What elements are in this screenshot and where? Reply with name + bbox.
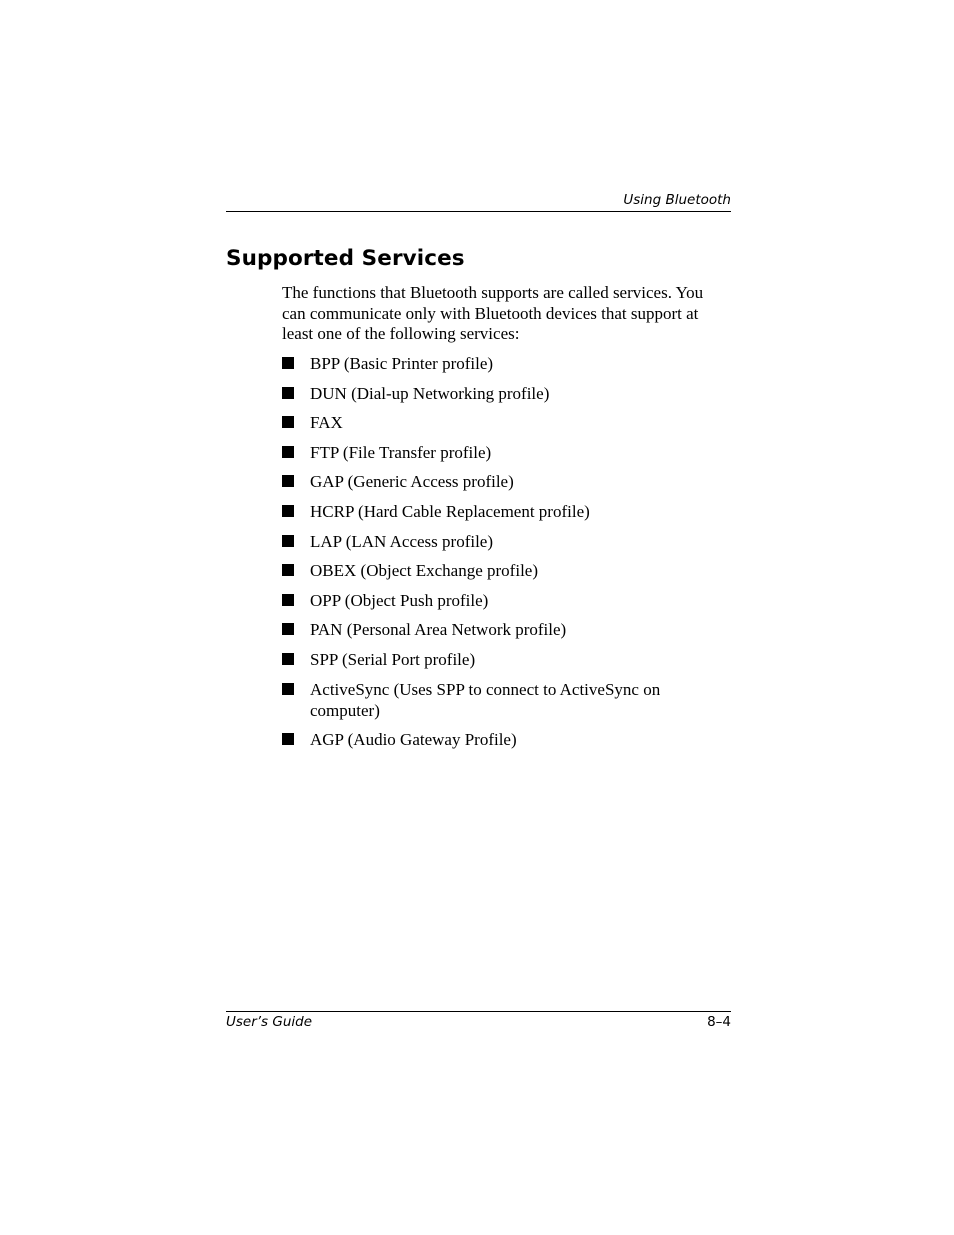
footer-guide-title: User’s Guide bbox=[226, 1014, 313, 1030]
list-item bbox=[282, 383, 722, 404]
service-label: FTP (File Transfer profile) bbox=[310, 442, 492, 462]
list-item bbox=[282, 590, 722, 611]
square-bullet-icon bbox=[282, 594, 294, 606]
service-label: DUN (Dial-up Networking profile) bbox=[310, 383, 550, 403]
square-bullet-icon bbox=[282, 653, 294, 665]
service-label: OPP (Object Push profile) bbox=[310, 590, 489, 610]
service-label: FAX bbox=[310, 413, 343, 433]
list-item bbox=[282, 560, 722, 581]
square-bullet-icon bbox=[282, 535, 294, 547]
running-header: Using Bluetooth bbox=[623, 192, 731, 208]
square-bullet-icon bbox=[282, 623, 294, 635]
header-rule bbox=[226, 211, 731, 212]
list-item bbox=[282, 353, 722, 374]
service-label: AGP (Audio Gateway Profile) bbox=[310, 730, 517, 750]
services-list bbox=[282, 353, 722, 759]
list-item bbox=[282, 412, 722, 433]
list-item bbox=[282, 619, 722, 640]
list-item bbox=[282, 531, 722, 552]
service-label: GAP (Generic Access profile) bbox=[310, 472, 514, 492]
square-bullet-icon bbox=[282, 475, 294, 487]
service-label: OBEX (Object Exchange profile) bbox=[310, 561, 538, 581]
list-item bbox=[282, 679, 690, 721]
list-item bbox=[282, 471, 722, 492]
service-label: ActiveSync (Uses SPP to connect to ActiveSync on computer) bbox=[310, 679, 661, 720]
service-label: LAP (LAN Access profile) bbox=[310, 531, 494, 551]
intro-paragraph: The functions that Bluetooth supports are called services. You can communicate only with Bluetooth devices that support at least one of the following services: bbox=[282, 283, 704, 343]
page-number: 8–4 bbox=[707, 1014, 731, 1030]
page-title: Supported Services bbox=[226, 246, 465, 271]
square-bullet-icon bbox=[282, 357, 294, 369]
list-item bbox=[282, 729, 722, 750]
square-bullet-icon bbox=[282, 564, 294, 576]
list-item bbox=[282, 442, 722, 463]
square-bullet-icon bbox=[282, 683, 294, 695]
square-bullet-icon bbox=[282, 416, 294, 428]
square-bullet-icon bbox=[282, 733, 294, 745]
square-bullet-icon bbox=[282, 446, 294, 458]
list-item bbox=[282, 649, 722, 670]
service-label: HCRP (Hard Cable Replacement profile) bbox=[310, 501, 590, 521]
service-label: BPP (Basic Printer profile) bbox=[310, 354, 494, 373]
service-label: SPP (Serial Port profile) bbox=[310, 649, 476, 669]
square-bullet-icon bbox=[282, 387, 294, 399]
service-label: PAN (Personal Area Network profile) bbox=[310, 620, 567, 640]
square-bullet-icon bbox=[282, 505, 294, 517]
list-item bbox=[282, 501, 722, 522]
